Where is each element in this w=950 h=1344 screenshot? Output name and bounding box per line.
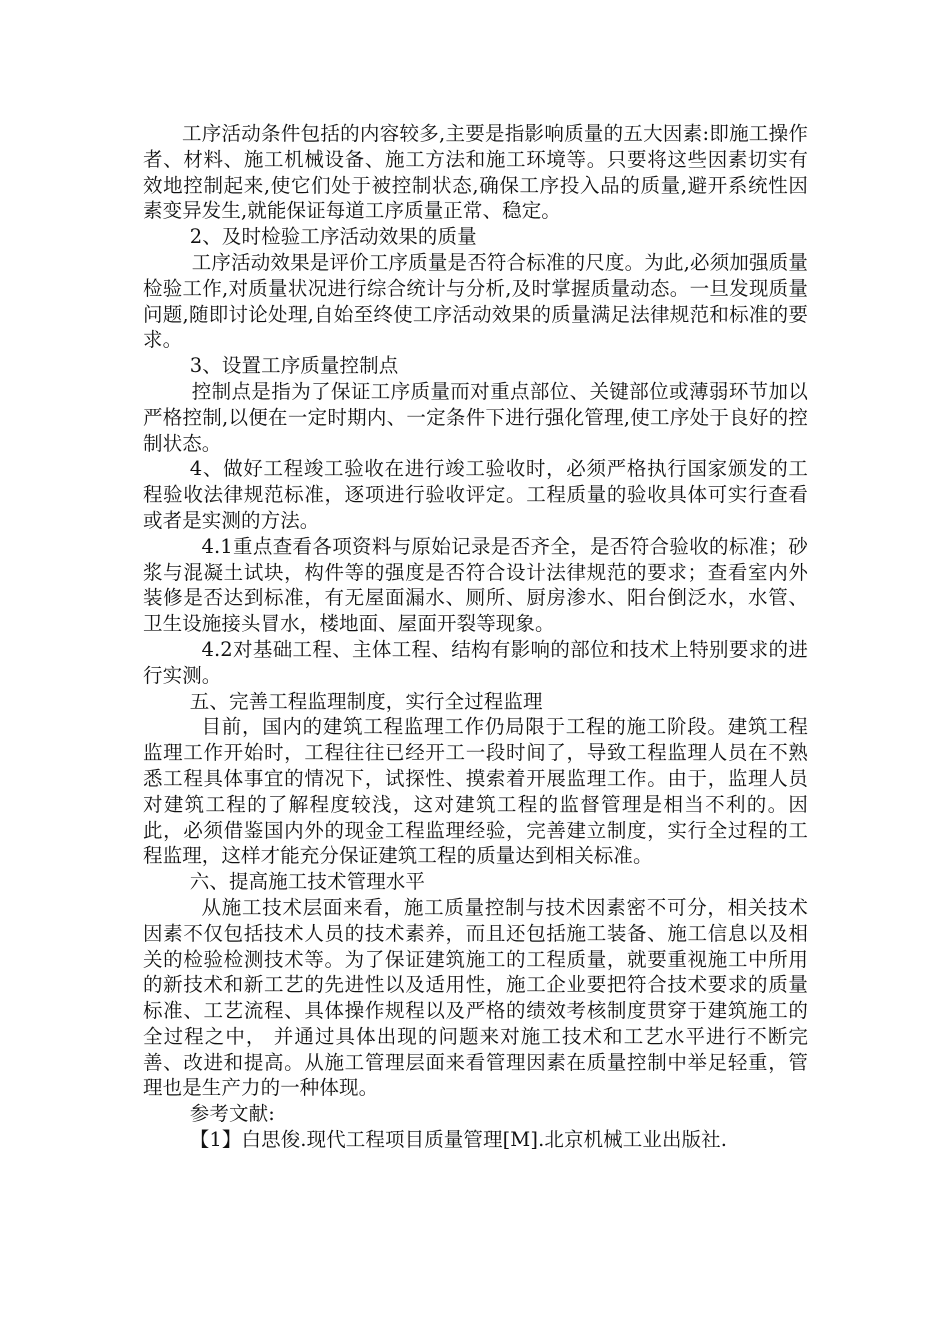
paragraph-control-points: 控制点是指为了保证工序质量而对重点部位、关键部位或薄弱环节加以严格控制,以便在一定时期内、一定条件下进行强化管理,使工序处于良好的控制状态。 [143,379,808,455]
paragraph-supervision-system: 目前，国内的建筑工程监理工作仍局限于工程的施工阶段。建筑工程监理工作开始时，工程往往已经开工一段时间了，导致工程监理人员在不熟悉工程具体事宜的情况下，试探性、摸索着开展监理工作。由于，监理人员对建筑工程的了解程度较浅，这对建筑工程的监督管理是相当不利的。因此，必须借鉴国内外的现金工程监理经验，完善建立制度，实行全过程的工程监理，这样才能充分保证建筑工程的质量达到相关标准。 [143,715,808,868]
heading-references: 参考文献: [189,1102,275,1126]
heading-inspect-process-results: 2、及时检验工序活动效果的质量 [189,225,477,249]
reference-item-1: 【1】白思俊.现代工程项目质量管理[M].北京机械工业出版社. [189,1128,728,1152]
heading-supervision-system: 五、完善工程监理制度，实行全过程监理 [189,689,543,713]
paragraph-completion-acceptance: 4、做好工程竣工验收在进行竣工验收时，必须严格执行国家颁发的工程验收法律规范标准，逐项进行验收评定。工程质量的验收具体可实行查看或者是实测的方法。 [143,457,808,532]
paragraph-process-results: 工序活动效果是评价工序质量是否符合标准的尺度。为此,必须加强质量检验工作,对质量状况进行综合统计与分析,及时掌握质量动态。一旦发现质量问题,随即讨论处理,自始至终使工序活动效果的质量满足法律规范和标准的要求。 [143,250,808,352]
paragraph-inspection-records: 4.1重点查看各项资料与原始记录是否齐全，是否符合验收的标准；砂浆与混凝土试块，构件等的强度是否符合设计法律规范的要求；查看室内外装修是否达到标准，有无屋面漏水、厕所、厨房渗水、阳台倒泛水，水管、卫生设施接头冒水，楼地面、屋面开裂等现象。 [143,534,808,636]
heading-control-points: 3、设置工序质量控制点 [189,354,399,378]
paragraph-actual-measurement: 4.2对基础工程、主体工程、结构有影响的部位和技术上特别要求的进行实测。 [143,637,808,687]
paragraph-process-conditions: 工序活动条件包括的内容较多,主要是指影响质量的五大因素:即施工操作者、材料、施工机械设备、施工方法和施工环境等。只要将这些因素切实有效地控制起来,使它们处于被控制状态,确保工序投入品的质量,避开系统性因素变异发生,就能保证每道工序质量正常、稳定。 [143,122,808,223]
paragraph-technical-management: 从施工技术层面来看，施工质量控制与技术因素密不可分，相关技术因素不仅包括技术人员的技术素养，而且还包括施工装备、施工信息以及相关的检验检测技术等。为了保证建筑施工的工程质量，就要重视施工中所用的新技术和新工艺的先进性以及适用性，施工企业要把符合技术要求的质量标准、工艺流程、具体操作规程以及严格的绩效考核制度贯穿于建筑施工的全过程之中， 并通过具体出现的问题来对施工技术和工艺水平进行不断完善、改进和提高。从施工管理层面来看管理因素在质量控制中举足轻重，管理也是生产力的一种体现。 [143,895,808,1100]
document-body [143,121,808,1153]
heading-technical-management: 六、提高施工技术管理水平 [189,870,425,894]
